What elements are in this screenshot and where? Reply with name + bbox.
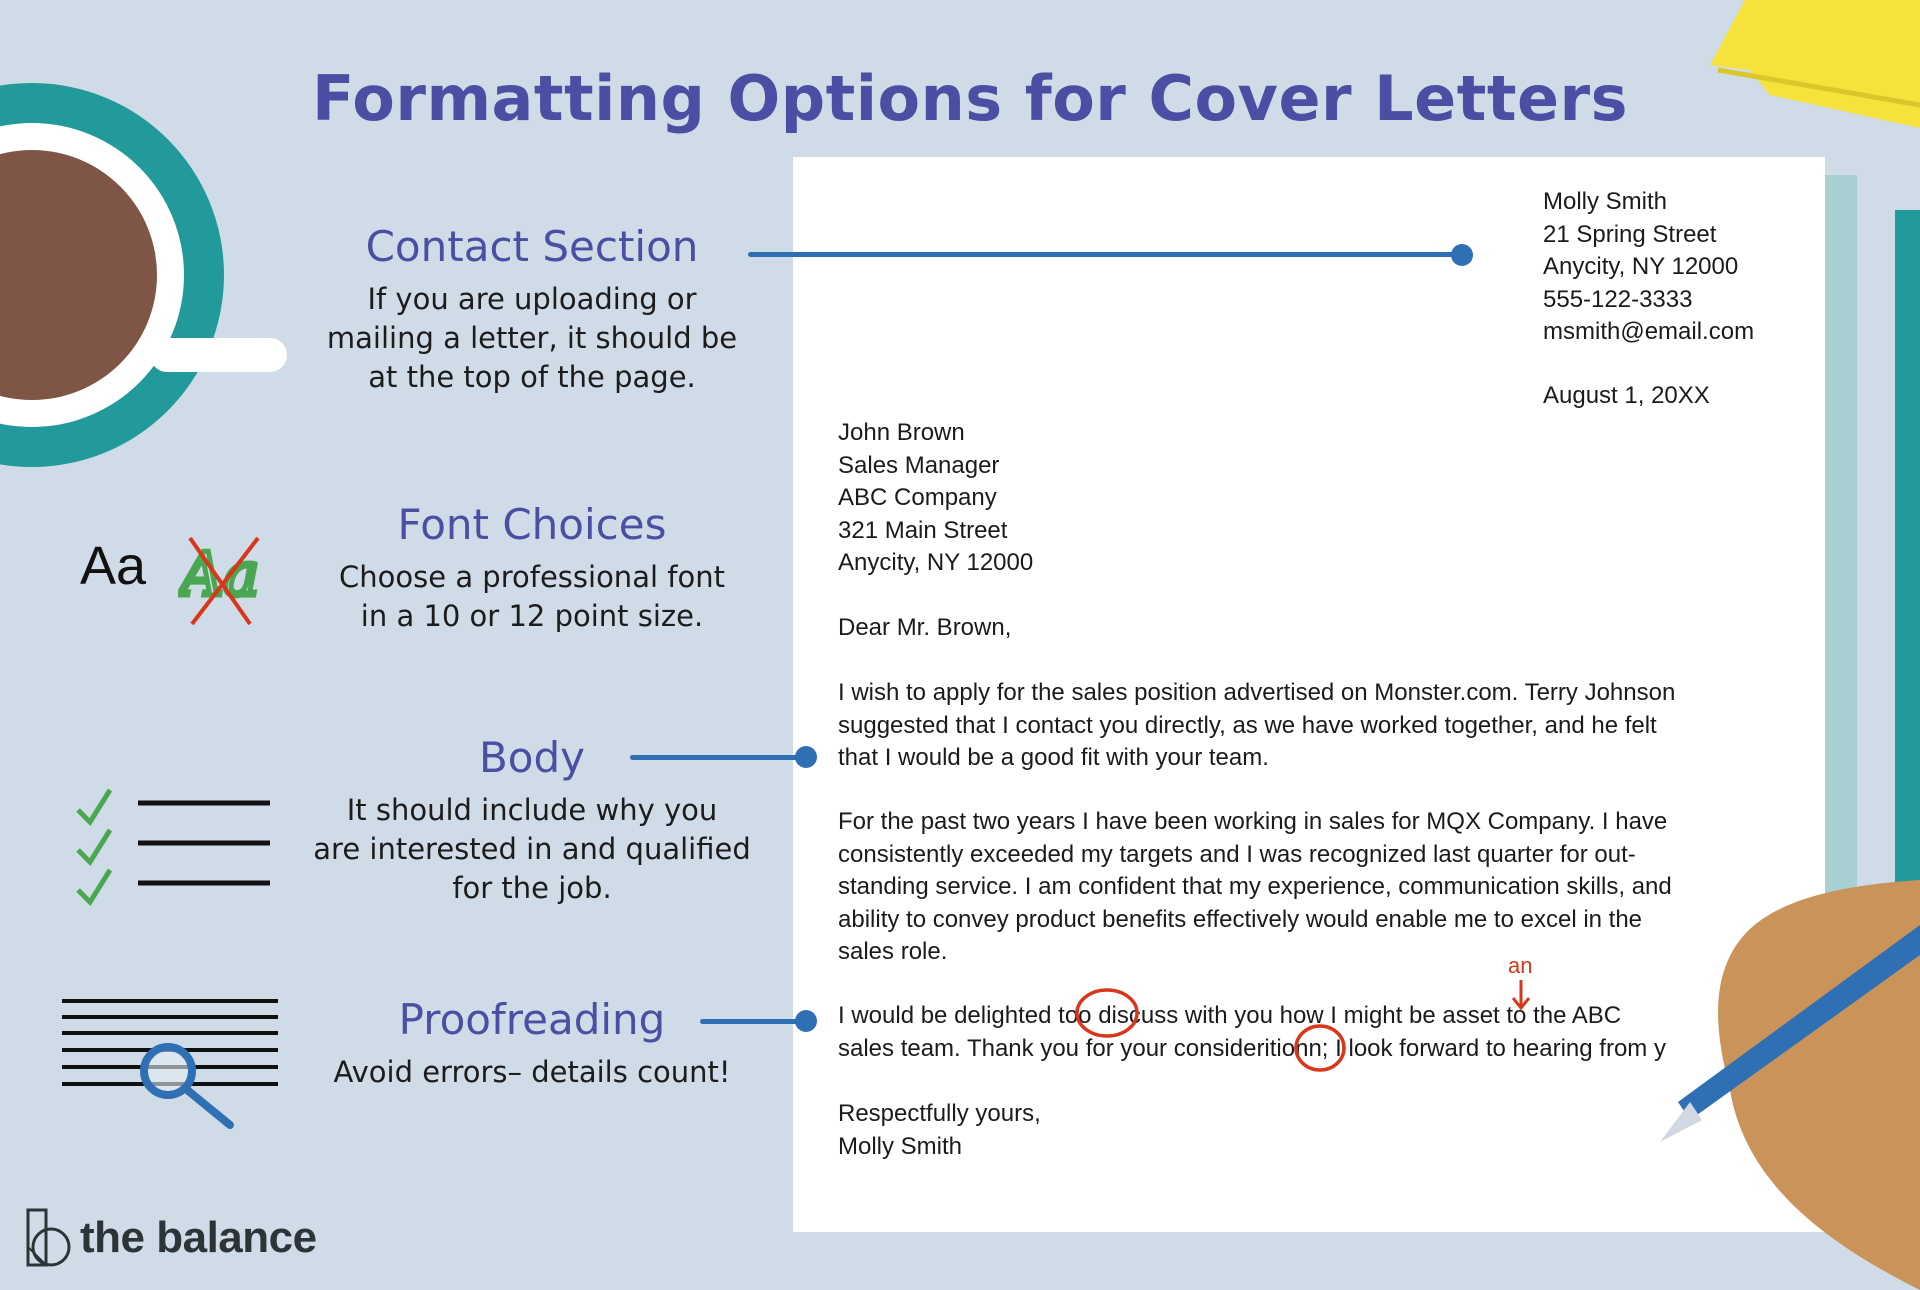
desc-line: Choose a professional font <box>339 560 725 594</box>
letter-sender-block <box>1543 186 1754 349</box>
the-balance-logo-icon <box>25 1207 73 1269</box>
desc-line: mailing a letter, it should be <box>326 321 738 355</box>
paragraph-line: standing service. I am confident that my experience, communication skills, and <box>838 873 1672 900</box>
signature-name: Molly Smith <box>838 1132 963 1160</box>
error-circle-icon <box>1290 1022 1350 1074</box>
coffee-cup-icon <box>0 80 300 480</box>
paragraph-line: suggested that I contact you directly, as we have worked together, and he felt <box>838 711 1657 739</box>
letter-date: August 1, 20XX <box>1543 382 1710 409</box>
paragraph-line: ability to convey product benefits effectively would enable me to excel in the <box>838 905 1643 933</box>
paragraph-line: consistently exceeded my targets and I was recognized last quarter for out- <box>838 840 1636 868</box>
contact-connector-line <box>748 252 1460 257</box>
desc-line: It should include why you <box>346 793 718 827</box>
sender-name: Molly Smith <box>1543 188 1668 215</box>
letter-paragraph-3 <box>838 1000 1666 1065</box>
checklist-icon <box>70 780 280 910</box>
svg-text:Aa: Aa <box>180 540 260 610</box>
error-circle-icon <box>1072 985 1142 1040</box>
body-connector-line <box>630 755 805 760</box>
recipient-name: John Brown <box>838 419 965 446</box>
recipient-title: Sales Manager <box>838 451 1000 479</box>
paragraph-line: that I would be a good fit with your team. <box>838 744 1269 771</box>
paragraph-line: I would be delighted too discuss with you how I might be asset to the ABC <box>838 1002 1622 1029</box>
desc-line: for the job. <box>452 871 612 905</box>
closing-phrase: Respectfully yours, <box>838 1100 1041 1127</box>
section-desc-contact <box>272 280 792 397</box>
sender-street: 21 Spring Street <box>1543 220 1717 248</box>
section-title-font: Font Choices <box>397 500 667 549</box>
letter-closing <box>838 1098 1041 1163</box>
proofreading-connector-line <box>700 1019 805 1024</box>
paragraph-line: I wish to apply for the sales position advertised on Monster.com. Terry Johnson <box>838 679 1676 706</box>
hand-with-pencil-icon <box>1660 880 1920 1290</box>
section-desc-proofreading <box>272 1053 792 1092</box>
desc-line: Avoid errors– details count! <box>333 1055 731 1089</box>
paragraph-line: For the past two years I have been working in sales for MQX Company. I have <box>838 808 1668 835</box>
sender-city: Anycity, NY 12000 <box>1543 253 1739 280</box>
sender-phone: 555-122-3333 <box>1543 285 1693 313</box>
magnifier-document-icon <box>60 995 290 1135</box>
body-connector-dot <box>795 746 817 768</box>
paragraph-line: sales role. <box>838 938 948 965</box>
section-desc-body <box>272 791 792 908</box>
letter-paragraph-1 <box>838 677 1675 775</box>
letter-greeting: Dear Mr. Brown, <box>838 614 1012 641</box>
section-desc-font <box>272 558 792 636</box>
letter-recipient-block <box>838 417 1033 580</box>
section-title-body: Body <box>478 733 586 782</box>
desc-line: in a 10 or 12 point size. <box>360 599 704 633</box>
section-title-contact: Contact Section <box>365 222 699 271</box>
desc-line: are interested in and qualified <box>313 832 751 866</box>
section-title-proofreading: Proofreading <box>398 995 666 1044</box>
correction-arrow-icon <box>1505 978 1535 1012</box>
proofreading-connector-dot <box>795 1010 817 1032</box>
desc-line: at the top of the page. <box>368 360 696 394</box>
contact-connector-dot <box>1451 244 1473 266</box>
the-balance-logo-text: the balance <box>80 1213 317 1262</box>
sender-email: msmith@email.com <box>1543 318 1755 345</box>
correction-insert-an: an <box>1508 953 1533 978</box>
letter-paragraph-2 <box>838 806 1672 969</box>
page-title: Formatting Options for Cover Letters <box>311 62 1629 135</box>
recipient-city: Anycity, NY 12000 <box>838 549 1034 576</box>
font-sample-good: Aa <box>80 536 147 596</box>
recipient-street: 321 Main Street <box>838 516 1008 544</box>
paragraph-line: sales team. Thank you for your consideritionn; I look forward to hearing from y <box>838 1034 1666 1062</box>
recipient-company: ABC Company <box>838 484 997 511</box>
sticky-note-icon <box>1700 0 1920 130</box>
desc-line: If you are uploading or <box>367 282 697 316</box>
